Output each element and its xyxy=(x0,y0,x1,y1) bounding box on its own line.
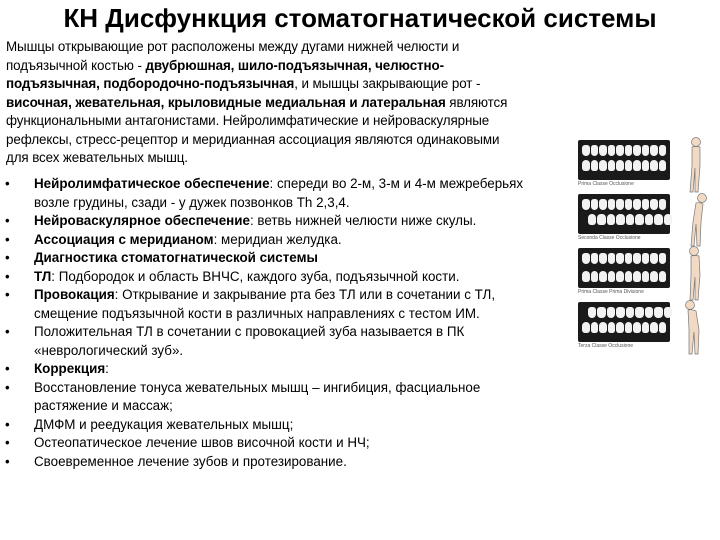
bullet-dot: • xyxy=(5,250,10,265)
figure-caption: Terza Classe Occlusione xyxy=(578,343,634,349)
text-run: Восстановление тонуса жевательных мышц – ингибиция, фасциальное xyxy=(34,379,481,395)
bullet-item xyxy=(0,231,580,250)
standing-person-icon xyxy=(676,244,716,302)
text-line xyxy=(6,112,566,131)
text-line xyxy=(6,75,566,94)
text-line xyxy=(34,323,580,342)
bullet-item xyxy=(0,286,580,323)
bold-term: Провокация xyxy=(34,287,115,302)
figure-panel xyxy=(576,246,720,298)
bullet-dot: • xyxy=(5,416,10,432)
text-line xyxy=(34,231,580,250)
bullet-item xyxy=(0,434,580,453)
bullet-item xyxy=(0,268,580,287)
bullet-dot: • xyxy=(5,379,10,395)
text-run: : ветвь нижней челюсти ниже скулы. xyxy=(249,213,477,228)
bullet-item xyxy=(0,379,580,416)
text-line xyxy=(34,249,580,268)
text-line xyxy=(34,268,580,287)
text-line xyxy=(34,379,580,398)
bullet-dot: • xyxy=(5,268,10,284)
leaning-person-icon xyxy=(676,298,716,356)
text-line xyxy=(34,360,580,379)
bullet-item xyxy=(0,323,580,360)
bold-term: ТЛ xyxy=(34,268,52,284)
bullet-dot: • xyxy=(5,231,10,247)
bold-term: височная, жевательная, крыловидные медиальная и латеральная xyxy=(6,94,446,110)
teeth-photo xyxy=(578,248,670,288)
text-line xyxy=(6,149,566,168)
teeth-photo xyxy=(578,302,670,342)
text-line xyxy=(6,38,566,57)
figure-caption: Prima Classe Occlusione xyxy=(578,181,634,187)
figure-caption: Seconda Classe Occlusione xyxy=(578,235,641,241)
bullet-dot: • xyxy=(5,287,10,302)
text-line xyxy=(34,416,580,435)
text-run: смещение подъязычной кости в различных направлениях с тестом ИМ. xyxy=(34,305,480,321)
bullet-item xyxy=(0,249,580,268)
occlusion-posture-figure xyxy=(576,138,720,352)
text-run: : Открывание и закрывание рта без ТЛ или в сочетании с ТЛ, xyxy=(114,287,496,302)
bullet-dot: • xyxy=(5,176,10,191)
bullet-item xyxy=(0,416,580,435)
text-line xyxy=(34,194,580,213)
intro-paragraph xyxy=(6,38,566,168)
text-run: , и мышцы закрывающие рот - xyxy=(294,76,481,91)
standing-person-icon xyxy=(676,136,716,194)
text-line xyxy=(34,175,580,194)
text-run: : меридиан желудка. xyxy=(213,231,342,247)
bullet-item xyxy=(0,453,580,472)
bold-term: Ассоциация с меридианом xyxy=(34,231,214,247)
text-run: Остеопатическое лечение швов височной кости и НЧ; xyxy=(34,435,370,450)
text-line xyxy=(34,434,580,453)
text-line xyxy=(34,453,580,472)
text-run: : xyxy=(105,361,109,376)
bold-term: двубрюшная, шило-подъязычная, челюстно- xyxy=(145,57,444,73)
text-run: Своевременное лечение зубов и протезирование. xyxy=(34,453,347,469)
text-run: подъязычной костью - xyxy=(6,57,146,73)
bullet-dot: • xyxy=(5,361,10,376)
figure-panel xyxy=(576,300,720,352)
text-run: : Подбородок и область ВНЧС, каждого зуба, подъязычной кости. xyxy=(51,268,460,284)
bold-term: Нейролимфатическое обеспечение xyxy=(34,176,270,191)
text-run: для всех жевательных мышц. xyxy=(6,150,188,165)
text-run: рефлексы, стресс-рецептор и меридианная ассоциация являются одинаковыми xyxy=(6,131,500,147)
text-line xyxy=(6,131,566,150)
bold-term: Диагностика стоматогнатической системы xyxy=(34,250,318,265)
text-line xyxy=(34,305,580,324)
bold-term: подъязычная, подбородочно-подъязычная xyxy=(6,76,295,91)
figure-panel xyxy=(576,192,720,244)
text-line xyxy=(34,397,580,416)
bullet-item xyxy=(0,360,580,379)
text-line xyxy=(34,286,580,305)
bullet-item xyxy=(0,175,580,212)
text-line xyxy=(34,212,580,231)
bullet-dot: • xyxy=(5,435,10,450)
text-run: Мышцы открывающие рот расположены между дугами нижней челюсти и xyxy=(6,39,460,54)
leaning-person-icon xyxy=(676,190,716,248)
text-run: функциональными антагонистами. Нейролимфатические и нейроваскулярные xyxy=(6,113,490,128)
text-line xyxy=(6,57,566,76)
text-run: Положительная ТЛ в сочетании с провокацией зуба называется в ПК xyxy=(34,324,465,339)
bullet-dot: • xyxy=(5,213,10,228)
bullet-dot: • xyxy=(5,453,10,469)
text-run: являются xyxy=(445,94,508,110)
text-line xyxy=(34,342,580,361)
bullet-dot: • xyxy=(5,324,10,339)
figure-caption: Prima Classe Prima Divisione xyxy=(578,289,644,295)
bold-term: Коррекция xyxy=(34,361,106,376)
text-run: возле грудины, сзади - у дужек позвонков Th 2,3,4. xyxy=(34,194,350,210)
text-run: : спереди во 2-м, 3-м и 4-м межреберьях xyxy=(269,176,524,191)
teeth-photo xyxy=(578,194,670,234)
figure-panel xyxy=(576,138,720,190)
bullet-list xyxy=(0,175,580,471)
text-line xyxy=(6,94,566,113)
text-run: «неврологический зуб». xyxy=(34,342,184,358)
slide-title: КН Дисфункция стоматогнатической системы xyxy=(63,3,657,33)
bold-term: Нейроваскулярное обеспечение xyxy=(34,213,250,228)
text-run: растяжение и массаж; xyxy=(34,398,173,413)
teeth-photo xyxy=(578,140,670,180)
text-run: ДМФМ и реедукация жевательных мышц; xyxy=(34,416,294,432)
bullet-item xyxy=(0,212,580,231)
